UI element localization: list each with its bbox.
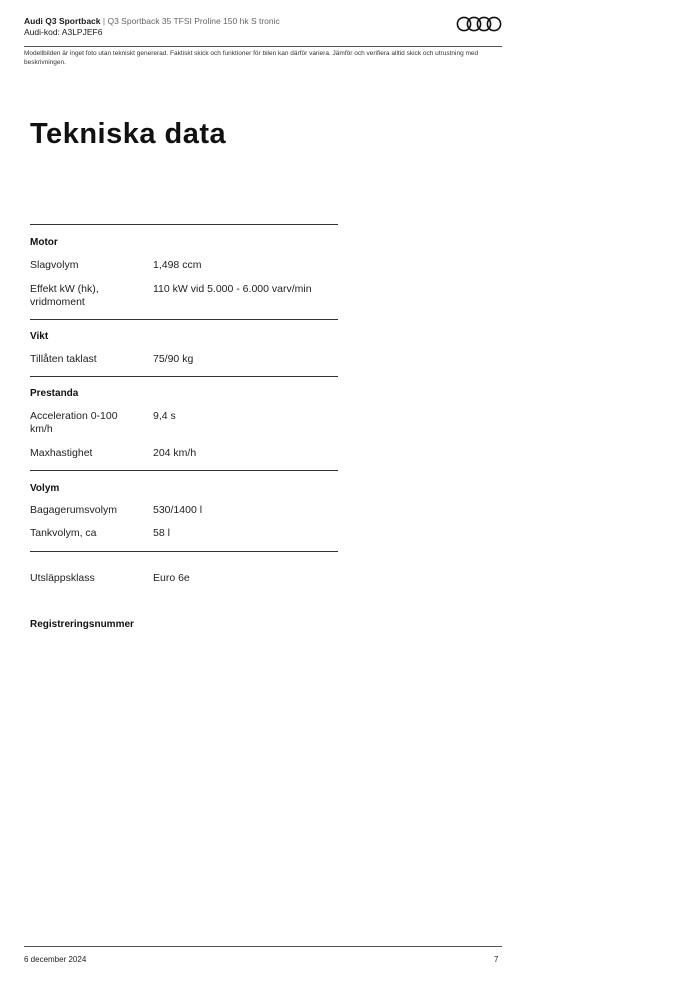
section-divider <box>30 376 338 377</box>
section-heading-motor: Motor <box>30 237 58 248</box>
spec-value: 58 l <box>153 527 170 539</box>
section-divider <box>30 551 338 552</box>
page-number: 7 <box>494 955 499 964</box>
spec-label: Acceleration 0-100 km/h <box>30 410 118 435</box>
spec-label: Maxhastighet <box>30 447 93 459</box>
section-divider <box>30 224 338 225</box>
page-title: Tekniska data <box>30 118 227 150</box>
disclaimer-text: Modellbilden är inget foto utan tekniskt genererad. Faktiskt skick och funktioner för bilen kan därför variera. Jämför och verifiera alltid skick och utrustning med beskrivningen. <box>24 50 479 66</box>
spec-label: Tankvolym, ca <box>30 527 97 539</box>
spec-value: 110 kW vid 5.000 - 6.000 varv/min <box>153 283 312 295</box>
audi-code: Audi-kod: A3LPJEF6 <box>24 27 103 37</box>
spec-label: Effekt kW (hk), vridmoment <box>30 283 99 308</box>
spec-value: Euro 6e <box>153 572 190 584</box>
footer-date: 6 december 2024 <box>24 955 87 964</box>
document-header <box>24 16 502 38</box>
model-variant: Q3 Sportback 35 TFSI Proline 150 hk S tronic <box>107 16 280 26</box>
header-separator: | <box>102 16 106 26</box>
spec-value: 530/1400 l <box>153 504 203 516</box>
section-divider <box>30 470 338 471</box>
spec-label: Utsläppsklass <box>30 572 95 584</box>
spec-label: Slagvolym <box>30 259 79 271</box>
section-heading-vikt: Vikt <box>30 331 49 342</box>
header-divider <box>24 46 502 47</box>
spec-label: Tillåten taklast <box>30 353 97 365</box>
header-model-line <box>24 16 502 27</box>
spec-value: 1,498 ccm <box>153 259 202 271</box>
section-heading-volym: Volym <box>30 483 60 494</box>
section-heading-prestanda: Prestanda <box>30 388 79 399</box>
audi-rings-logo-icon <box>456 15 502 33</box>
footer-divider <box>24 946 502 947</box>
model-name: Audi Q3 Sportback <box>24 16 101 26</box>
spec-value: 9,4 s <box>153 410 176 422</box>
spec-value: 75/90 kg <box>153 353 194 365</box>
spec-label: Bagagerumsvolym <box>30 504 117 516</box>
section-divider <box>30 319 338 320</box>
spec-value: 204 km/h <box>153 447 197 459</box>
section-heading-registration: Registreringsnummer <box>30 619 134 630</box>
